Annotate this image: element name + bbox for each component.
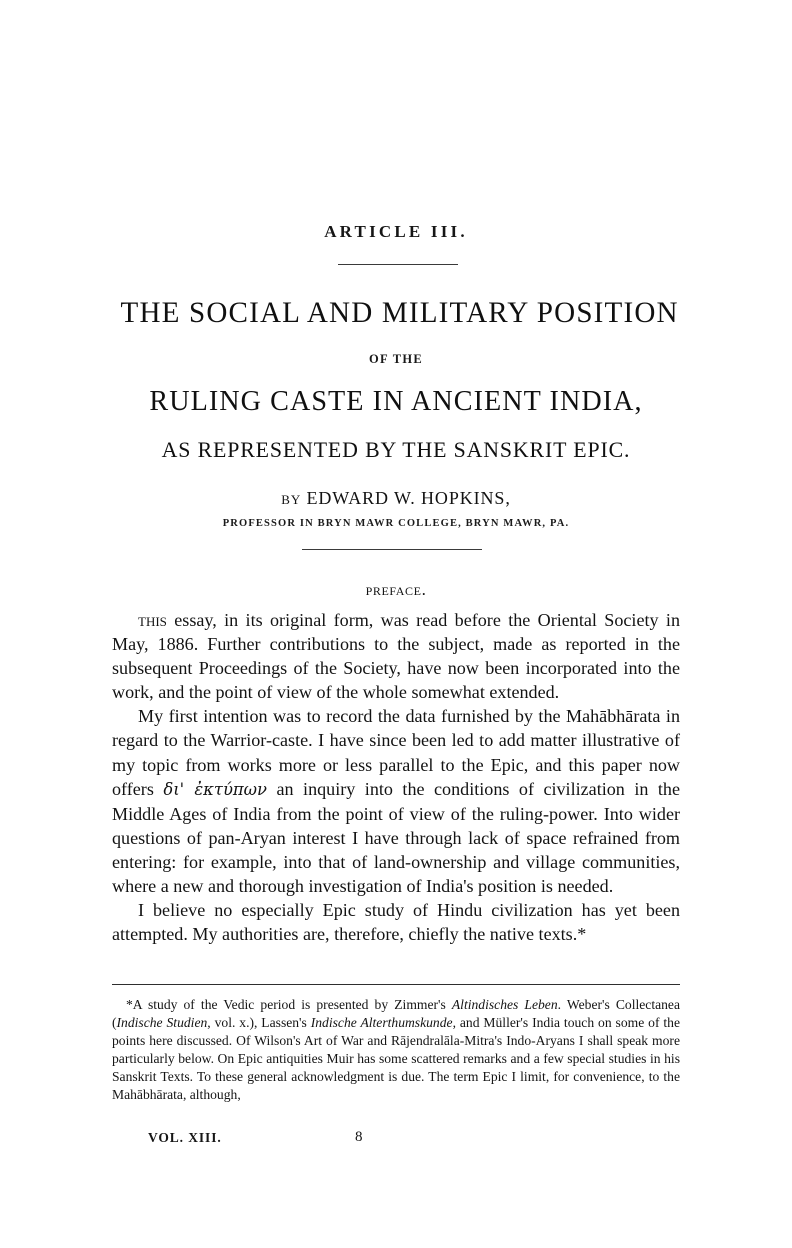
preface-heading: preface.	[365, 580, 427, 599]
paragraph-2-text-before-greek: My first intention was to record the data furnished by the Mahābhārata in regard to the Warrior-caste. I have since been led to add matter illustrative of my topic from works more or less parallel to the Epic, and this paper now offers	[112, 706, 680, 799]
footer-volume-label: VOL. XIII.	[148, 1130, 222, 1145]
paragraph-2	[112, 704, 680, 898]
title-connector-of-the: OF THE	[369, 352, 423, 366]
byline-by-word: by	[281, 488, 302, 509]
footnote-italic-title-2: Indische Studien	[116, 1014, 208, 1030]
paragraph-3	[112, 898, 680, 946]
paragraph-2-text-after-greek: an inquiry into the conditions of civilization in the Middle Ages of India from the point of view of the ruling-power. Into wider questions of pan-Aryan interest I have through lack of space refrained from entering: for example, into that of land-ownership and village communities, where a new and thorough investigation of India's position is needed.	[112, 778, 680, 897]
author-affiliation: PROFESSOR IN BRYN MAWR COLLEGE, BRYN MAWR, PA.	[222, 518, 570, 529]
preface-body	[112, 608, 680, 946]
footnote-italic-title-1: Altindisches Leben	[451, 997, 558, 1012]
footnote-block	[112, 996, 680, 1103]
footnote-paragraph	[112, 996, 680, 1103]
paragraph-1-text: essay, in its original form, was read before the Oriental Society in May, 1886. Further contributions to the subject, made as reported in the subsequent Proceedings of the Society, have now been incorporated into the work, and the point of view of the whole somewhat extended.	[112, 610, 680, 703]
footnote-separator-rule	[112, 984, 680, 985]
decorative-rule-top	[338, 264, 458, 265]
footnote-italic-title-3: Indische Alterthumskunde	[310, 1014, 453, 1030]
paragraph-1-opening-words: this	[138, 610, 167, 630]
author-name: EDWARD W. HOPKINS,	[306, 488, 511, 508]
footnote-segment-3: , vol. x.), Lassen's	[207, 1014, 311, 1030]
paragraph-1	[112, 608, 680, 704]
decorative-rule-middle	[302, 549, 482, 550]
footnote-segment-4: , and Müller's India touch on some of the points here discussed. Of Wilson's Art of War and Rājendralāla-Mitra's Indo-Aryans I shall speak more particularly below. On Epic antiquities Muir has some scattered remarks and a few special studies in his Sanskrit Texts. To these general acknowledgment is due. The term Epic I limit, for convenience, to the Mahābhārata, although,	[112, 1014, 680, 1102]
paragraph-3-text: I believe no especially Epic study of Hindu civilization has yet been attempted. My authorities are, therefore, chiefly the native texts.*	[112, 900, 680, 945]
author-byline	[112, 488, 680, 510]
greek-phrase: δι' ἐκτύπων	[163, 779, 268, 799]
footnote-segment-2: . Weber's Collectanea (	[112, 997, 680, 1030]
article-number-heading: ARTICLE III.	[324, 222, 468, 241]
footnote-segment-1: *A study of the Vedic period is presented by Zimmer's	[126, 997, 452, 1012]
page-title-line-2: RULING CASTE IN ANCIENT INDIA,	[149, 385, 643, 417]
page-title-line-1: THE SOCIAL AND MILITARY POSITION	[120, 296, 679, 329]
page-subtitle: AS REPRESENTED BY THE SANSKRIT EPIC.	[161, 437, 631, 462]
footer-page-number: 8	[355, 1129, 363, 1145]
